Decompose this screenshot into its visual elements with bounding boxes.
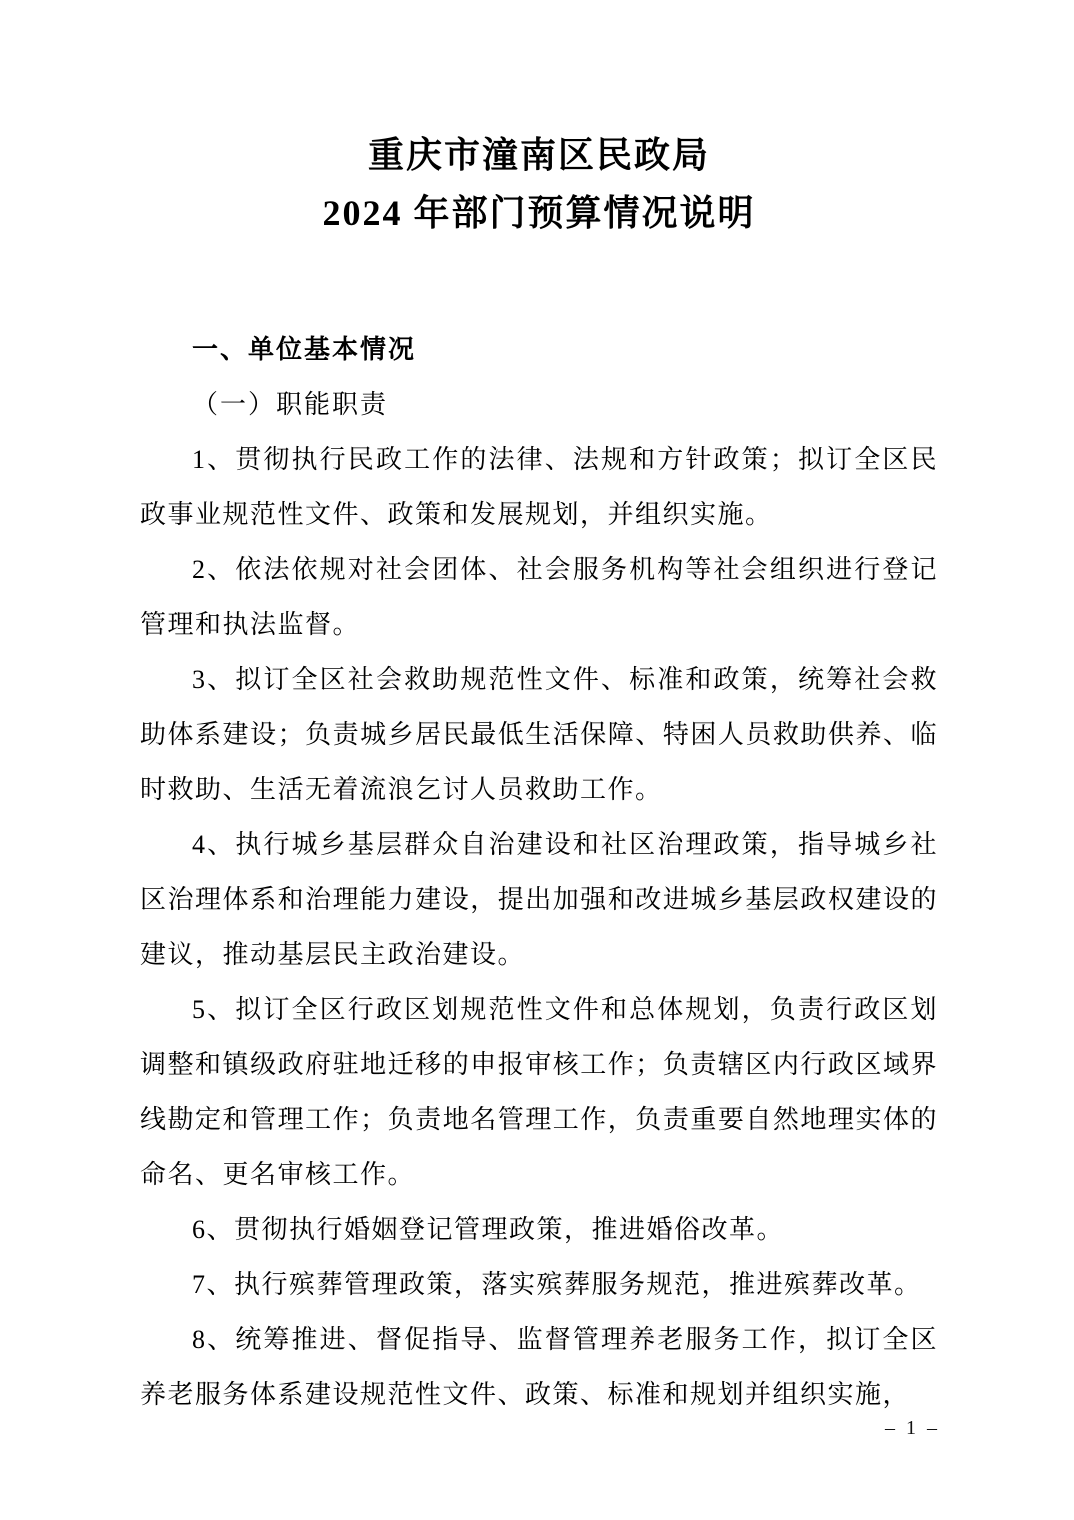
paragraph-4: 4、执行城乡基层群众自治建设和社区治理政策，指导城乡社区治理体系和治理能力建设，提出加强和改进城乡基层政权建设的建议，推动基层民主政治建设。	[140, 830, 938, 969]
paragraph-5: 5、拟订全区行政区划规范性文件和总体规划，负责行政区划调整和镇级政府驻地迁移的申报审核工作；负责辖区内行政区域界线勘定和管理工作；负责地名管理工作，负责重要自然地理实体的命名、更名审核工作。	[140, 995, 938, 1189]
paragraph-8: 8、统筹推进、督促指导、监督管理养老服务工作，拟订全区养老服务体系建设规范性文件、政策、标准和规划并组织实施，	[140, 1325, 938, 1409]
section-heading: 一、单位基本情况	[192, 334, 417, 364]
subsection-heading: （一）职能职责	[192, 390, 389, 419]
document-title-line2: 2024 年部门预算情况说明	[322, 193, 756, 233]
paragraph-7: 7、执行殡葬管理政策，落实殡葬服务规范，推进殡葬改革。	[192, 1270, 922, 1299]
paragraph-6: 6、贯彻执行婚姻登记管理政策，推进婚俗改革。	[192, 1215, 785, 1244]
paragraph-1: 1、贯彻执行民政工作的法律、法规和方针政策；拟订全区民政事业规范性文件、政策和发展规划，并组织实施。	[140, 445, 938, 529]
document-body	[140, 322, 938, 1422]
document-title	[140, 126, 938, 242]
document-title-line1: 重庆市潼南区民政局	[367, 135, 710, 175]
paragraph-2: 2、依法依规对社会团体、社会服务机构等社会组织进行登记管理和执法监督。	[140, 555, 938, 639]
paragraph-3: 3、拟订全区社会救助规范性文件、标准和政策，统筹社会救助体系建设；负责城乡居民最低生活保障、特困人员救助供养、临时救助、生活无着流浪乞讨人员救助工作。	[140, 665, 938, 804]
page-number: – 1 –	[885, 1417, 940, 1439]
